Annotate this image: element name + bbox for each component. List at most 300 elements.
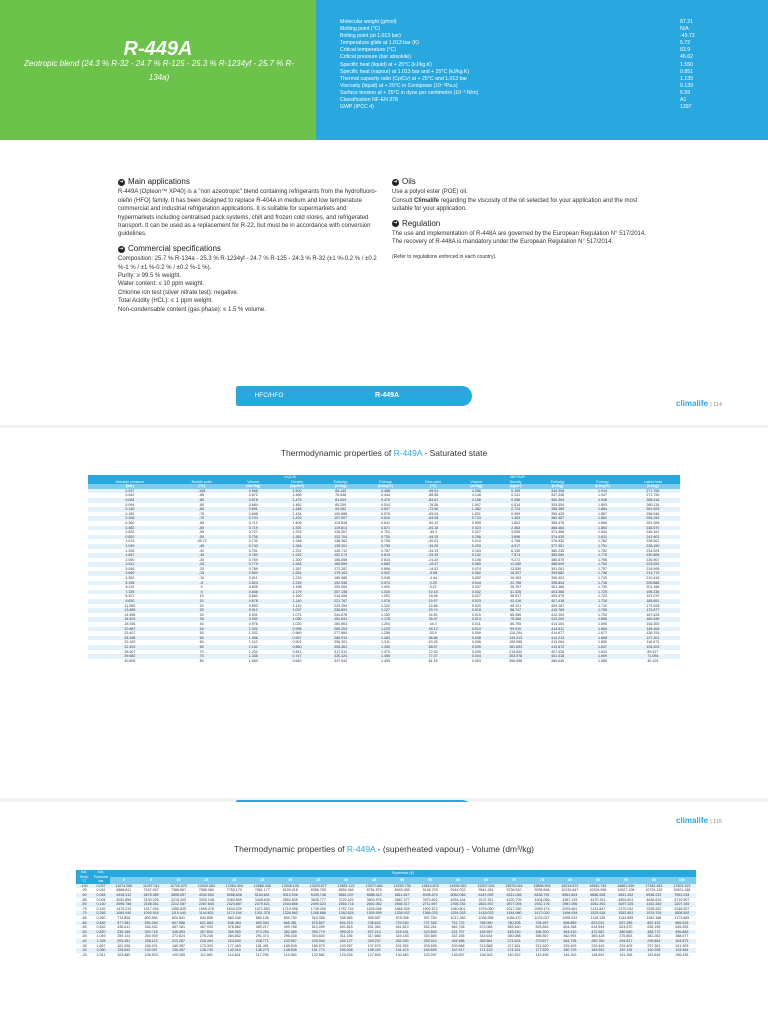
column-header: Enthalpy [536,480,579,485]
page-number: | 114 [710,402,722,408]
table-cell: 0.666 [231,489,275,494]
table-cell: 0.931 [231,613,275,618]
table-cell: 396.403 [536,576,579,581]
table-cell: 126.307 [319,530,362,535]
column-header: Density [275,480,319,485]
table-cell: 171.122 [472,948,500,953]
table-cell: 299.854 [640,939,668,944]
table-cell: 0.009 [457,631,495,636]
table-cell: 103.880 [110,953,138,958]
table-cell: 0.356 [495,498,536,503]
table-cell: 1.232 [231,650,275,655]
table-cell: 9344.022 [444,888,472,893]
table-cell: 607.886 [165,921,193,926]
table-cell: 5 [172,590,232,595]
table-cell: 0.018 [457,608,495,613]
tab-r449a[interactable]: R-449A [302,386,472,406]
table-cell: 8949.355 [388,888,416,893]
column-unit: (°C) [172,484,232,489]
superheat-step: 95 [640,877,668,884]
column-header: Volume [457,480,495,485]
table-cell: 210.418 [626,576,680,581]
table-cell: -29.39 [409,553,458,558]
table-cell: 1.406 [362,654,409,659]
table-cell: 251.928 [626,521,680,526]
table-cell: 0.032 [457,590,495,595]
table-cell: 165.201 [138,944,165,949]
table-cell: 75 [172,654,232,659]
superheat-step: 100 [668,877,696,884]
table-cell: 40.805 [88,659,172,664]
table-cell: -14.52 [409,567,458,572]
table-cell: 6312.046 [500,893,528,898]
table-cell: 0.013 [457,617,495,622]
table-cell: 16861.590 [612,884,640,889]
table-cell: 221.767 [319,599,362,604]
table-cell: 0.130 [88,507,172,512]
table-cell: 1.076 [362,599,409,604]
table-cell: 104.409 [626,645,680,650]
table-cell: 9738.510 [500,888,528,893]
table-cell: 13972.460 [360,884,388,889]
table-cell: 2267.845 [192,902,220,907]
table-cell: 226.967 [626,558,680,563]
column-unit: (kJ/kg.K) [362,484,409,489]
table-cell: 0.044 [457,581,495,586]
property-row [340,76,760,83]
table-cell: 214.779 [626,571,680,576]
table-cell: -24.42 [409,558,458,563]
table-cell: 289.780 [584,939,612,944]
table-cell: 0.811 [231,576,275,581]
table-cell: 180.729 [556,948,584,953]
table-cell: 4678.389 [138,893,165,898]
table-cell: -55 [76,925,92,930]
table-cell: 1.866 [579,521,626,526]
table-cell: 13008.105 [276,884,304,889]
superheat-step: 30 [276,877,304,884]
table-cell: 0.479 [362,498,409,503]
table-cell: 130.483 [388,953,416,958]
table-cell: 49.12 [409,627,458,632]
table-cell: 2821.937 [472,902,500,907]
table-cell: -59.12 [409,521,458,526]
table-cell: 1.198 [275,585,319,590]
table-cell: 10.15 [409,590,458,595]
table-cell: 0.743 [231,544,275,549]
table-cell: 1.782 [579,539,626,544]
table-cell: -34.33 [409,549,458,554]
table-cell: 337.155 [444,934,472,939]
property-value: A1 [680,97,687,104]
properties-list [340,19,760,111]
table-cell: 255.259 [626,516,680,521]
table-cell: 10 [172,594,232,599]
table-cell: 3.055 [495,530,536,535]
table-cell: 277.884 [319,631,362,636]
table-cell: 173.877 [626,608,680,613]
table-cell: -80 [172,498,232,503]
table-cell: 0.256 [457,535,495,540]
table-cell: 751.722 [444,921,472,926]
superheat-step: 65 [472,877,500,884]
table-cell: 6561.604 [556,893,584,898]
property-label: Specific heat (liquid) at + 25°C (kJ/kg.K) [340,61,432,68]
table-cell: 99.910 [495,627,536,632]
table-cell: -80 [76,902,92,907]
table-cell: 1.462 [275,503,319,508]
table-cell: 75.548 [319,493,362,498]
table-cell: 380.235 [536,549,579,554]
table-cell: 1.831 [579,535,626,540]
table-cell: 0.003 [457,659,495,664]
table-cell: 1076.027 [528,916,556,921]
table-cell: 0.747 [275,654,319,659]
title-panel [0,0,316,140]
table-cell: 10132.847 [556,888,584,893]
table-cell: 1.947 [579,493,626,498]
table-cell: 207.148 [319,590,362,595]
table-cell: 478.562 [220,925,248,930]
table-cell: 0.062 [457,571,495,576]
table-cell: 4387.193 [556,898,584,903]
table-cell: 488.770 [640,930,668,935]
table-cell: 196.236 [626,590,680,595]
table-cell: 665.381 [276,921,304,926]
column-unit: (kJ/kg.K) [579,484,626,489]
table-cell: 409.187 [536,604,579,609]
table-cell: 0.006 [457,640,495,645]
property-label: Surface tension at + 25°C in dyne per centimetre (10⁻³ N/m) [340,89,479,96]
property-row [340,97,760,104]
table-cell: 2766.783 [444,902,472,907]
table-cell: 189.573 [304,944,332,949]
table-cell: 1.032 [231,631,275,636]
table-cell: 125.226 [332,953,360,958]
table-cell: 1.706 [579,608,626,613]
table-cell: 55 [172,636,232,641]
table-cell: 0.027 [457,594,495,599]
table-cell: 0.632 [92,925,110,930]
table-cell: 15257.024 [472,884,500,889]
property-row [340,33,760,40]
tab-hfc-hfo[interactable]: HFC/HFO [236,386,302,406]
table-cell: 205.595 [416,944,444,949]
table-cell: 71.094 [626,654,680,659]
table-cell: 365.963 [220,930,248,935]
table-cell: 389.645 [536,659,579,664]
table-cell: 0.672 [231,493,275,498]
table-cell: -70 [172,516,232,521]
property-label: Critical pressure (bar absolute) [340,54,411,61]
table-cell: 5435.748 [304,893,332,898]
table-cell: 1.074 [275,613,319,618]
table-cell: 192.948 [319,581,362,586]
table-cell: 153.846 [640,953,668,958]
table-cell: 4.758 [495,539,536,544]
table-cell: 3.896 [495,535,536,540]
table-cell: 241.309 [668,944,696,949]
table-cell: 1.631 [579,650,626,655]
column-header: Density [495,480,536,485]
table-cell: 115.294 [495,631,536,636]
table-cell: 1418.033 [472,911,500,916]
table-cell: 167.426 [626,613,680,618]
table-cell: 0.733 [457,516,495,521]
table-cell: 2656.317 [388,902,416,907]
table-cell: 0.719 [231,526,275,531]
table-cell: 5184.651 [248,893,276,898]
table-cell: 244.127 [332,939,360,944]
table-cell: 456.300 [528,930,556,935]
property-value: -45.72 [680,33,695,40]
spec-line: Water content: ≤ 10 ppm weight. [118,281,205,288]
table-cell: 0.482 [88,526,172,531]
table-cell: 0.811 [275,650,319,655]
table-cell: 0.760 [231,553,275,558]
table-cell: 36.517 [495,594,536,599]
table-cell: 6.119 [88,585,172,590]
table-cell: 448.140 [500,930,528,935]
table-cell: 407.213 [360,930,388,935]
col-sat-pressure: Sat. Pressure bar [93,870,109,884]
table-cell: 347.338 [536,493,579,498]
table-cell: 412.104 [536,613,579,618]
table-cell: 489.217 [248,925,276,930]
table-cell: 919.358 [304,916,332,921]
property-label: Temperature glide at 1.013 bar (K) [340,40,420,47]
table-cell: 457.181 [165,925,193,930]
table-cell: 1.102 [362,604,409,609]
table-cell: 254.330 [388,939,416,944]
table-cell: 0.008 [457,636,495,641]
main-applications-heading: ➔ Main applications [119,177,190,186]
table-cell: 1.884 [579,507,626,512]
table-cell: -65 [76,916,92,921]
table-cell: 1.690 [579,622,626,627]
table-cell: 2208.262 [640,907,668,912]
table-cell: 119.960 [276,953,304,958]
table-cell: -73.56 [409,507,458,512]
table-cell: 0.360 [92,916,110,921]
table-cell: 3152.345 [640,902,668,907]
table-cell: 244.678 [319,613,362,618]
table-cell: 146.100 [556,953,584,958]
table-cell: 230.808 [626,553,680,558]
table-cell: 1115.135 [584,916,612,921]
table-cell: 183.922 [584,948,612,953]
table-cell: 650.950 [248,921,276,926]
table-cell: 10724.132 [640,888,668,893]
table-cell: 614.544 [584,925,612,930]
table-cell: 214.406 [319,594,362,599]
table-cell: 1.851 [579,516,626,521]
table-cell: 40.103 [626,659,680,664]
table-cell: 1525.918 [584,911,612,916]
table-cell: 0.241 [495,493,536,498]
table-cell: 401.166 [536,585,579,590]
table-cell: 4470.391 [584,898,612,903]
table-cell: 1.887 [579,512,626,517]
superheat-step: 40 [332,877,360,884]
brand-name: Climalife [414,197,440,204]
table-cell: 279.677 [528,939,556,944]
table-cell: 1.152 [362,613,409,618]
table-cell: 1.740 [579,576,626,581]
table-cell: 60 [172,640,232,645]
table-cell: 0.948 [362,576,409,581]
table-cell: 2601.052 [360,902,388,907]
table-cell: 2379.521 [248,902,276,907]
table-cell: 153.300 [626,622,680,627]
table-cell: 0.730 [362,535,409,540]
table-cell: 203.451 [110,939,138,944]
table-cell: 1.475 [275,498,319,503]
table-cell: 0.514 [495,503,536,508]
table-cell: 155.085 [495,640,536,645]
table-cell: 35 [172,617,232,622]
table-cell: 0.084 [88,498,172,503]
refrigerant-title: R-449A [123,38,193,60]
table-cell: 376.930 [536,539,579,544]
column-unit: (kg/m³) [495,484,536,489]
oils-heading: ➔ Oils [393,177,416,186]
table-cell: 3803.976 [360,898,388,903]
table-cell: 237.361 [640,944,668,949]
table-cell: 1.841 [579,530,626,535]
table-cell: 520.818 [332,925,360,930]
table-cell: 34.61 [409,613,458,618]
table-cell: 375.853 [612,934,640,939]
table-cell: 1517.994 [138,907,165,912]
table-cell: 0.671 [362,526,409,531]
table-cell: 393.882 [536,571,579,576]
table-cell: 330.669 [416,934,444,939]
table-cell: 1.110 [231,640,275,645]
table-cell: 1.725 [579,590,626,595]
property-label: Critical temperature (°C) [340,47,396,54]
column-unit: (dm³/kg) [231,484,275,489]
table-cell: 562.736 [444,925,472,930]
table-cell: 1.178 [362,617,409,622]
refrigerant-subtitle: Zeotropic blend (24.3 % R-32 - 24.7 % R-125 - 25.3 % R-1234yf - 25.7 % R-134a) [24,59,294,82]
table-cell: 1119.440 [165,911,193,916]
property-value: N/A [680,26,689,33]
table-cell: 205.886 [626,581,680,586]
table-cell: 15.06 [409,594,458,599]
table-cell: 145.408 [626,627,680,632]
table-cell: 13329.677 [304,884,332,889]
table-cell: 1064.940 [110,911,138,916]
table-cell: 16219.872 [556,884,584,889]
main-applications-text: R-449A (Opteon™ XP40) is a "non azeotropic" blend containing refrigerants from the hydrofluoro-olefin (HFO) family. It has been designed to replace R-404A in medium and low temperature commercial and industrial refrigeration applications. It is suitable for supermarkets and hypermarkets including centralised pack systems, chill and frozen cold stores, and refrigerated transport. It can be used as a replacement for R-22, but must be in accordance with conversion guidelines. [118,189,377,238]
table-cell: 278.245 [192,934,220,939]
table-cell: 245.161 [626,530,680,535]
table-cell: 269.203 [319,627,362,632]
table-cell: 0.005 [457,645,495,650]
table-cell: 0.815 [362,553,409,558]
table-cell: 401.418 [536,654,579,659]
table-cell: 1154.168 [640,916,668,921]
table-cell: 398.834 [536,581,579,586]
table-cell: 0.823 [231,581,275,586]
superheat-step: 60 [444,877,472,884]
table-cell: 0.064 [92,893,110,898]
table-cell: 0.641 [362,521,409,526]
property-value: 6.59 [680,89,691,96]
table-cell: 6868.811 [110,888,138,893]
table-cell: 2055.474 [528,907,556,912]
table-cell: 1.376 [275,530,319,535]
group-superheat: Superheat (K) [110,870,696,877]
table-cell: 218.995 [626,567,680,572]
table-cell: 0.969 [275,631,319,636]
tab-bar [236,802,476,822]
table-cell: -85 [172,493,232,498]
table-cell: 317.511 [319,650,362,655]
table-cell: 185.651 [626,599,680,604]
column-header: Latent heat [626,480,680,485]
table-cell: 1.315 [275,553,319,558]
table-cell: 209.586 [444,944,472,949]
table-cell: 17182.463 [640,884,668,889]
table-cell: 5561.037 [332,893,360,898]
table-cell: 0.704 [231,516,275,521]
table-cell: 1710.996 [276,907,304,912]
column-header: Volume [231,480,275,485]
table-cell: 7.159 [88,590,172,595]
table-cell: 5686.312 [360,893,388,898]
superheat-step: 45 [360,877,388,884]
table-cell: 3384.659 [220,898,248,903]
table-cell: 0.015 [457,613,495,618]
table-cell: 1.893 [579,503,626,508]
table-cell: 0.848 [231,590,275,595]
table-cell: 239.040 [304,939,332,944]
table-cell: -35 [76,944,92,949]
property-row [340,62,760,69]
table-cell: 1.746 [579,571,626,576]
table-cell: 135.697 [444,953,472,958]
table-cell: 1.179 [275,590,319,595]
table-cell: 0.800 [231,571,275,576]
table-cell: 1.762 [579,562,626,567]
table-cell: 464.410 [556,930,584,935]
table-cell: 2170.042 [612,907,640,912]
table-cell: 4054.184 [444,898,472,903]
table-cell: 81.16 [409,659,458,664]
table-cell: 1.657 [88,553,172,558]
group-vapour: VAPOUR [409,475,626,480]
table-cell: 510.289 [304,925,332,930]
table-cell: 1.025 [275,622,319,627]
arrow-bullet-icon: ➔ [393,220,398,227]
column-unit: (kJ/kg) [536,484,579,489]
table-cell: 413.200 [536,617,579,622]
table-cell: 496.883 [668,930,696,935]
table-cell: 1.420 [275,516,319,521]
page-number: | 115 [710,819,722,825]
table-cell: 1144.821 [192,911,220,916]
table-cell: 604.168 [556,925,584,930]
table-cell: 6686.528 [584,893,612,898]
table-cell: -85 [76,898,92,903]
table-cell: 213.287 [165,939,193,944]
table-cell: 85.259 [319,503,362,508]
table-cell: 132.097 [138,948,165,953]
table-cell: 241.602 [626,535,680,540]
table-cell: 808.859 [556,921,584,926]
